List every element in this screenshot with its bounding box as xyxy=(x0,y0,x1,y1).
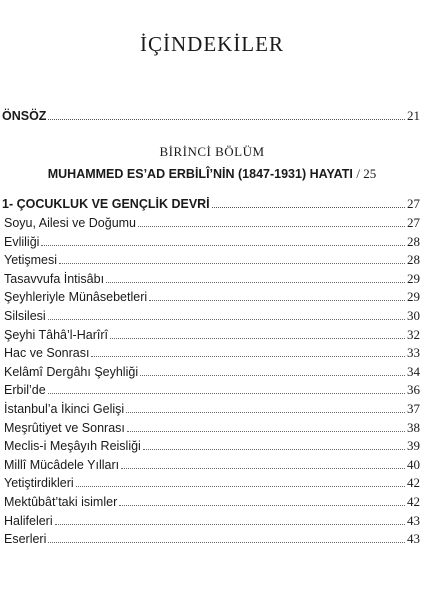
toc-entry xyxy=(2,401,420,417)
dot-leader xyxy=(48,108,405,120)
toc-entry-page: 33 xyxy=(407,345,420,361)
toc-entry-label: Millî Mücâdele Yılları xyxy=(4,457,120,472)
toc-entry-onsoz xyxy=(2,108,420,124)
toc-entry-page: 30 xyxy=(407,308,420,323)
toc-entry-label: Meşrûtiyet ve Sonrası xyxy=(4,420,125,435)
dot-leader xyxy=(138,215,405,227)
toc-entry xyxy=(2,289,420,305)
dot-leader xyxy=(48,382,405,394)
toc-entry xyxy=(2,327,420,343)
toc-entry-page: 28 xyxy=(407,233,420,249)
part-subtitle: MUHAMMED ES’AD ERBİLÎ’NİN (1847-1931) HAYATI xyxy=(47,167,353,181)
dot-leader xyxy=(106,271,405,283)
toc-entry-label: Erbil’de xyxy=(4,383,46,398)
toc-entry-label: Kelâmî Dergâhı Şeyhliği xyxy=(4,364,139,379)
toc-entry-page: 42 xyxy=(407,494,420,509)
dot-leader xyxy=(212,196,405,208)
toc-entry-page: 37 xyxy=(407,401,420,416)
dot-leader xyxy=(121,457,405,469)
toc-entry-label: Meclis-i Meşâyıh Reisliği xyxy=(4,439,141,454)
toc-entry xyxy=(2,215,420,231)
toc-entry xyxy=(2,513,420,529)
toc-entry xyxy=(2,494,420,510)
toc-entry xyxy=(2,345,420,361)
dot-leader xyxy=(48,531,405,543)
dot-leader xyxy=(127,420,405,432)
toc-entry xyxy=(2,308,420,324)
toc-entry-page: 34 xyxy=(407,363,420,379)
dot-leader xyxy=(140,364,405,376)
toc-entry xyxy=(2,234,420,250)
toc-entry xyxy=(2,438,420,454)
part-heading: BİRİNCİ BÖLÜM xyxy=(159,144,265,159)
toc-entry-label: 1- ÇOCUKLUK VE GENÇLİK DEVRİ xyxy=(2,197,210,211)
toc-entry-page: 21 xyxy=(407,108,420,123)
toc-entry-page: 27 xyxy=(407,196,420,211)
toc-entry-page: 38 xyxy=(407,419,420,435)
toc-entry-label: Yetişmesi xyxy=(4,253,58,268)
toc-entry-page: 32 xyxy=(407,326,420,342)
part-subtitle-line xyxy=(0,166,424,182)
toc-entry-label: ÖNSÖZ xyxy=(2,109,47,123)
dot-leader xyxy=(55,513,405,525)
dot-leader xyxy=(41,234,405,246)
dot-leader xyxy=(119,494,405,506)
dot-leader xyxy=(48,308,405,320)
toc-entry-label: Silsilesi xyxy=(4,309,46,323)
dot-leader xyxy=(76,475,405,487)
toc-entry-label: Tasavvufa İntisâbı xyxy=(4,271,105,286)
toc-entry-label: Şeyhleriyle Münâsebetleri xyxy=(4,290,148,305)
toc-entry xyxy=(2,457,420,473)
toc-entry-page: 29 xyxy=(407,289,420,305)
toc-entry-label: Mektûbât’taki isimler xyxy=(4,495,118,509)
toc-entry-label: Hac ve Sonrası xyxy=(4,346,90,361)
toc-entry-page: 40 xyxy=(407,456,420,472)
toc-entry xyxy=(2,531,420,547)
toc-entry xyxy=(2,271,420,287)
toc-entry-page: 29 xyxy=(407,270,420,286)
toc-entry-label: Şeyhi Tâhâ’l-Harîrî xyxy=(4,327,108,342)
part-subtitle-page: / 25 xyxy=(356,166,377,181)
dot-leader xyxy=(149,289,405,301)
toc-entry-page: 28 xyxy=(407,252,420,268)
toc-entry-chapter xyxy=(2,196,420,212)
toc-entry xyxy=(2,364,420,380)
toc-entry xyxy=(2,475,420,491)
toc-entry xyxy=(2,252,420,268)
toc-entry-label: Halifeleri xyxy=(4,513,53,528)
toc-entry-label: Soyu, Ailesi ve Doğumu xyxy=(4,216,137,230)
page-title: İÇİNDEKİLER xyxy=(140,32,284,56)
dot-leader xyxy=(59,252,405,264)
dot-leader xyxy=(143,438,405,450)
toc-entry-page: 36 xyxy=(407,382,420,398)
toc-entry-page: 43 xyxy=(407,531,420,547)
toc-entry-page: 27 xyxy=(407,215,420,230)
toc-entry-page: 43 xyxy=(407,512,420,528)
dot-leader xyxy=(126,401,405,413)
dot-leader xyxy=(110,327,405,339)
toc-entry-label: İstanbul’a İkinci Gelişi xyxy=(4,402,125,416)
toc-entry-label: Eserleri xyxy=(4,532,47,547)
toc-entry-page: 42 xyxy=(407,475,420,491)
dot-leader xyxy=(91,345,405,357)
toc-entry-page: 39 xyxy=(407,438,420,454)
toc-entry xyxy=(2,382,420,398)
toc-entry-label: Evliliği xyxy=(4,234,40,249)
toc-entry-label: Yetiştirdikleri xyxy=(4,476,74,491)
toc-entry xyxy=(2,420,420,436)
